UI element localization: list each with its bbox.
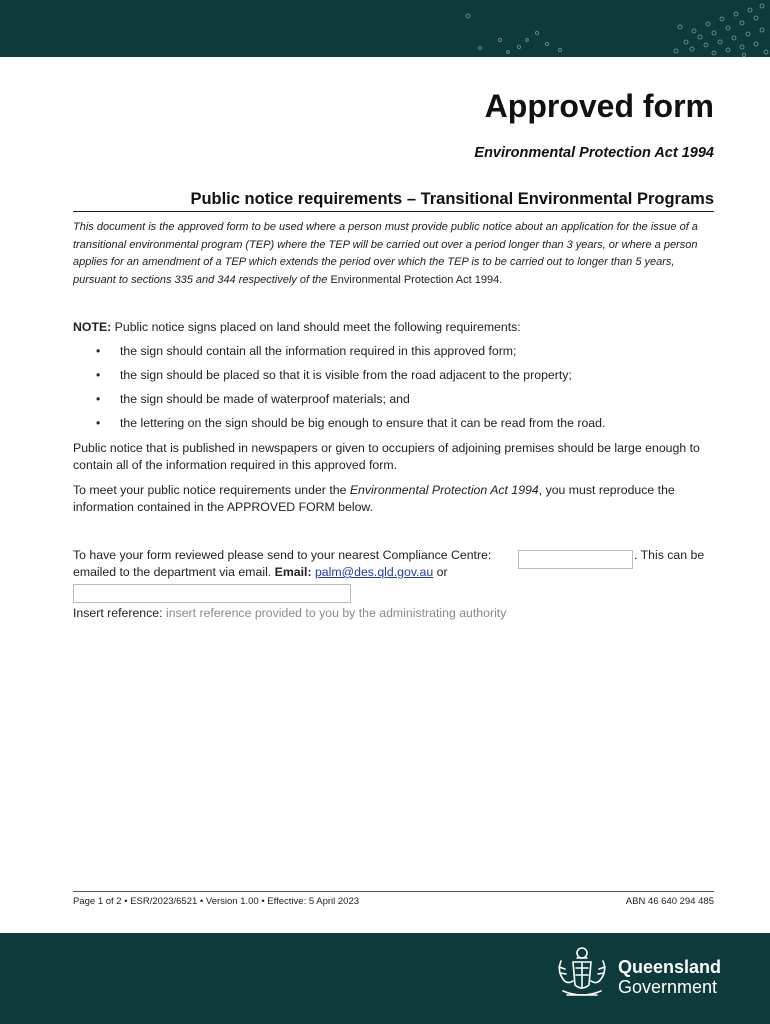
requirements-list — [73, 343, 718, 439]
list-item-text: the sign should be made of waterproof materials; and — [120, 392, 410, 406]
intro-paragraph — [73, 219, 718, 289]
reference-line — [73, 605, 506, 622]
review-line-1: To have your form reviewed please send to your nearest Compliance Centre: — [73, 548, 492, 562]
email-label: Email: — [274, 565, 312, 579]
review-email-text: emailed to the department via email. — [73, 565, 275, 579]
footer-abn: ABN 46 640 294 485 — [625, 896, 714, 907]
list-item — [73, 343, 718, 367]
review-line-2 — [73, 564, 718, 581]
intro-text: This document is the approved form to be used where a person must provide public notice about an application for the issue of a transitional environmental program (TEP) where the TEP will be carried out over a period longer than 3 years, or where a person applies for an amendment of a TEP which extends the period over which the TEP is to be carried out to longer than 5 years, pursuant to sections 335 and 344 respectively of the — [73, 221, 698, 286]
logo-line-1: Queensland — [618, 957, 722, 977]
act-subtitle: Environmental Protection Act 1994 — [474, 145, 714, 161]
logo-line-2: Government — [618, 977, 718, 997]
reference-label: Insert reference: — [73, 606, 166, 620]
or-text: or — [433, 565, 448, 579]
queensland-government-logo — [618, 957, 721, 997]
reference-input[interactable]: insert reference provided to you by the administrating authority — [165, 606, 507, 620]
bullet-marker: • — [96, 344, 101, 358]
list-item-text: the sign should contain all the information required in this approved form; — [120, 344, 517, 358]
reproduce-text-pre: To meet your public notice requirements under the — [73, 483, 350, 497]
list-item — [73, 391, 718, 415]
footer-divider — [73, 891, 714, 892]
note-label: NOTE: — [73, 320, 112, 334]
list-item — [73, 415, 718, 439]
footer-page-info: Page 1 of 2 • ESR/2023/6521 • Version 1.00 • Effective: 5 April 2023 — [73, 896, 360, 907]
publication-paragraph: Public notice that is published in newspapers or given to occupiers of adjoining premises should be large enough to contain all of the information required in this approved form. — [73, 441, 700, 472]
reproduce-paragraph — [73, 482, 718, 516]
intro-act-name: Environmental Protection Act 1994. — [330, 273, 503, 286]
reproduce-text-post: , you must reproduce the information contained in the APPROVED FORM below. — [73, 483, 675, 514]
email-link[interactable]: palm@des.qld.gov.au — [314, 565, 434, 579]
bullet-marker: • — [96, 416, 101, 430]
reproduce-act-name: Environmental Protection Act 1994 — [349, 483, 539, 497]
list-item — [73, 367, 718, 391]
coat-of-arms-icon — [553, 945, 611, 1001]
page-title: Approved form — [484, 88, 714, 124]
note-paragraph — [73, 319, 718, 336]
review-after-field: . This can be — [634, 548, 705, 562]
header-band — [0, 0, 770, 57]
note-text: Public notice signs placed on land should meet the following requirements: — [111, 320, 521, 334]
bullet-marker: • — [96, 392, 101, 406]
bullet-marker: • — [96, 368, 101, 382]
alternate-contact-field[interactable] — [73, 584, 351, 603]
section-heading: Public notice requirements – Transitional Environmental Programs — [73, 190, 714, 212]
list-item-text: the lettering on the sign should be big enough to ensure that it can be read from the road. — [120, 416, 606, 430]
dot-pattern-decoration — [0, 0, 770, 57]
list-item-text: the sign should be placed so that it is visible from the road adjacent to the property; — [120, 368, 572, 382]
